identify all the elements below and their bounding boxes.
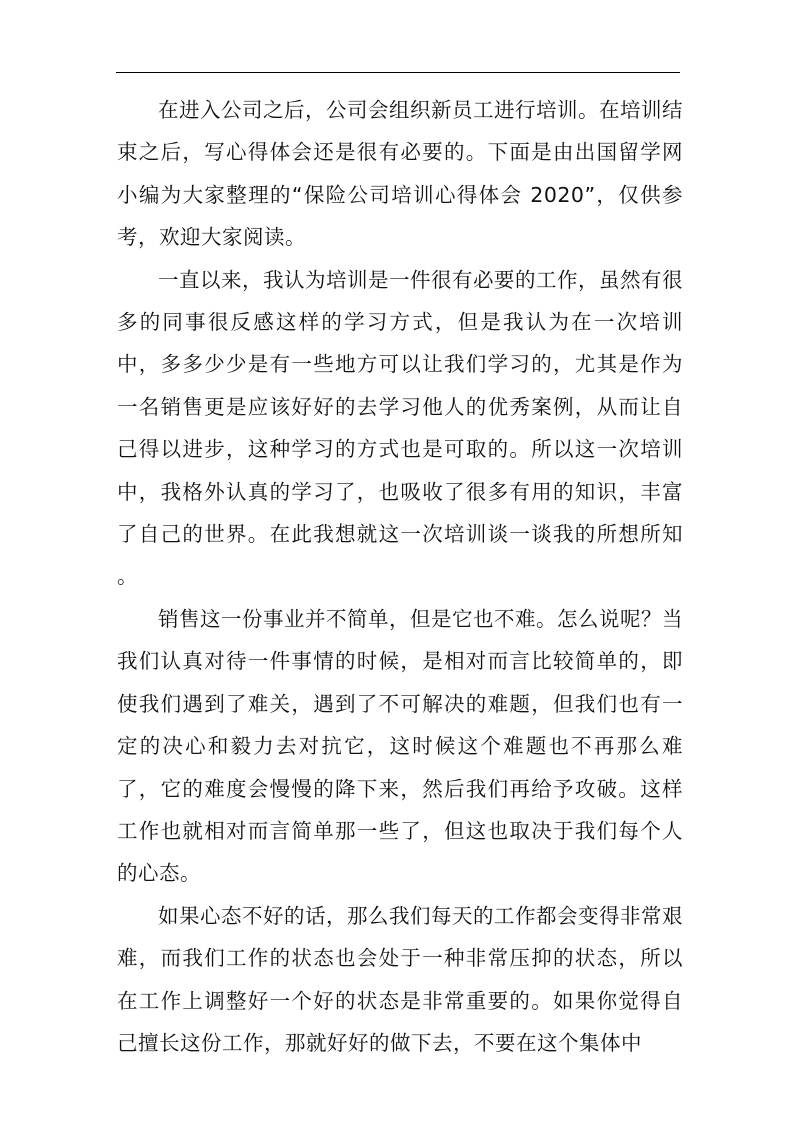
- paragraph-sales-career: 销售这一份事业并不简单，但是它也不难。怎么说呢？当我们认真对待一件事情的时候，是相对而言比较简单的，即使我们遇到了难关，遇到了不可解决的难题，但我们也有一定的决心和毅力去对抗它，这时候这个难题也不再那么难了，它的难度会慢慢的降下来，然后我们再给予攻破。这样工作也就相对而言简单那一些了，但这也取决于我们每个人的心态。: [117, 606, 683, 886]
- header-rule: [116, 72, 680, 73]
- paragraph-intro: 在进入公司之后，公司会组织新员工进行培训。在培训结束之后，写心得体会还是很有必要的。下面是由出国留学网小编为大家整理的“保险公司培训心得体会 2020”，仅供参考，欢迎大家阅读。: [117, 98, 683, 250]
- body-text: [117, 89, 683, 1064]
- paragraph-training-view: 一直以来，我认为培训是一件很有必要的工作，虽然有很多的同事很反感这样的学习方式，但是我认为在一次培训中，多多少少是有一些地方可以让我们学习的，尤其是作为一名销售更是应该好好的去学习他人的优秀案例，从而让自己得以进步，这种学习的方式也是可取的。所以这一次培训中，我格外认真的学习了，也吸收了很多有用的知识，丰富了自己的世界。在此我想就这一次培训谈一谈我的所想所知 。: [117, 267, 683, 589]
- paragraph-mindset: 如果心态不好的话，那么我们每天的工作都会变得非常艰难，而我们工作的状态也会处于一种非常压抑的状态，所以在工作上调整好一个好的状态是非常重要的。如果你觉得自己擅长这份工作，那就好好的做下去，不要在这个集体中: [117, 903, 683, 1055]
